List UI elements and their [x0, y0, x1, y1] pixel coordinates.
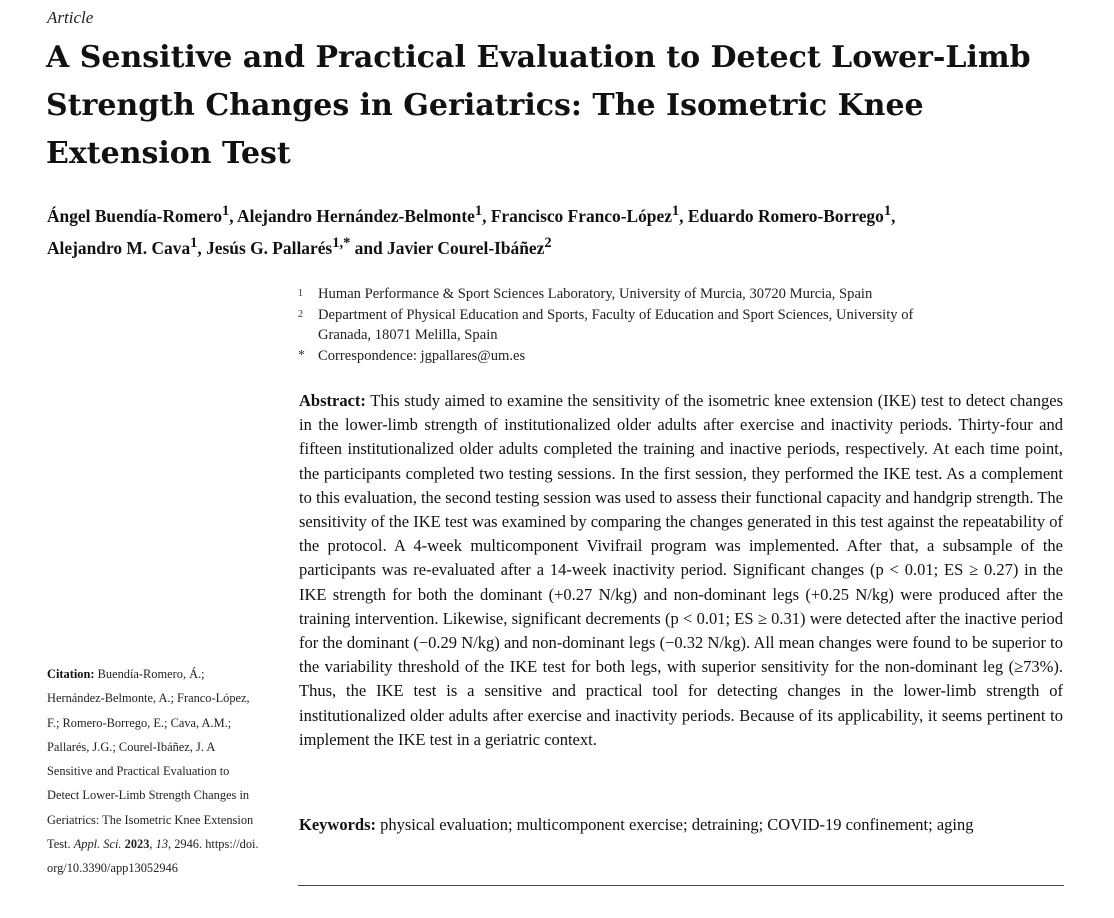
author-name[interactable]: Francisco Franco-López	[490, 205, 672, 226]
author-separator: ,	[679, 205, 688, 226]
citation-label: Citation:	[47, 667, 95, 681]
keywords-label: Keywords:	[299, 815, 376, 834]
citation-year: 2023	[124, 837, 150, 852]
author-separator: ,	[482, 205, 491, 226]
author-affiliation-mark: 1	[222, 203, 230, 219]
affiliation-number: 2	[298, 308, 303, 320]
affiliation-number: 1	[298, 288, 303, 299]
author-separator: ,	[891, 205, 896, 226]
author-separator: ,	[229, 205, 238, 226]
author-affiliation-mark: 1,*	[332, 234, 351, 251]
author-separator: ,	[197, 237, 207, 258]
affiliation-item	[298, 305, 938, 346]
keywords	[299, 813, 1063, 837]
author-list	[47, 198, 1087, 262]
author-separator: and	[350, 237, 388, 258]
correspondence-email[interactable]: Correspondence: jgpallares@um.es	[318, 347, 526, 364]
author-affiliation-mark: 1	[190, 234, 198, 251]
author-affiliation-mark: 1	[474, 203, 483, 219]
author-name[interactable]: Alejandro Hernández-Belmonte	[237, 205, 475, 226]
affiliation-item	[298, 284, 1018, 305]
abstract-text: This study aimed to examine the sensitivity of the isometric knee extension (IKE) test to detect changes in the lower-limb strength of institutionalized older adults after exercise and inactivity periods. Thirty-four and fifteen institutionalized older adults completed the training and inactive periods, respectively. At each time point, the participants completed two testing sessions. In the first session, they performed the IKE test. As a complement to this evaluation, the second testing session was used to assess their functional capacity and handgrip strength. The sensitivity of the IKE test was examined by comparing the changes generated in this test against the repeatability of the protocol. A 4-week multicomponent Vivifrail program was implemented. After that, a subsample of the participants was re-evaluated after a 14-week inactivity period. Significant changes (p < 0.01; ES ≥ 0.27) in the IKE strength for both the dominant (+0.27 N/kg) and non-dominant legs (+0.25 N/kg) were produced after the training intervention. Likewise, significant decrements (p < 0.01; ES ≥ 0.31) were detected after the inactive period for the dominant (−0.29 N/kg) and non-dominant legs (−0.32 N/kg). All mean changes were found to be superior to the variability threshold of the IKE test for both legs, with superior sensitivity for the non-dominant leg (≥73%). Thus, the IKE test is a sensitive and practical tool for detecting changes in the lower-limb strength of institutionalized older adults after exercise and inactivity periods. Because of its applicability, it seems pertinent to implement the IKE test in a geriatric context.	[299, 391, 1063, 749]
citation-volume: 13	[155, 837, 169, 852]
citation-block: Citation: Buendía-Romero, Á.; Hernández-Belmonte, A.; Franco-López, F.; Romero-Borrego, E.; Cava, A.M.; Pallarés, J.G.; Courel-Ibáñez, J. A Sensitive and Practical Evaluation to Detect Lower-Limb Strength Changes in Geriatrics: The Isometric Knee Extension Test. Appl. Sci. 2023, 13, 2946. https://doi.org/10.3390/app13052946	[47, 667, 259, 876]
abstract-label: Abstract:	[299, 391, 366, 410]
section-divider	[298, 885, 1064, 886]
author-affiliation-mark: 2	[544, 234, 552, 251]
abstract	[299, 389, 1063, 752]
article-type-label: Article	[47, 8, 94, 27]
correspondence-mark: *	[298, 347, 305, 363]
author-name[interactable]: Ángel Buendía-Romero	[47, 205, 223, 226]
author-affiliation-mark: 1	[883, 203, 892, 219]
affiliation-item	[298, 346, 1018, 367]
author-affiliation-mark: 1	[671, 203, 680, 219]
citation-journal: Appl. Sci.	[73, 837, 122, 852]
author-name[interactable]: Alejandro M. Cava	[47, 237, 191, 258]
author-name[interactable]: Eduardo Romero-Borrego	[687, 205, 884, 226]
affiliation-text: Human Performance & Sport Sciences Laboratory, University of Murcia, 30720 Murcia, Spain	[318, 286, 873, 302]
citation-doi-link[interactable]: https://doi.org/10.3390/app13052946	[47, 837, 259, 876]
affiliation-text: Department of Physical Education and Sports, Faculty of Education and Sport Sciences, University of Granada, 18071 Melilla, Spain	[318, 306, 914, 343]
affiliation-list	[298, 284, 1018, 366]
citation-text: Buendía-Romero, Á.; Hernández-Belmonte, A.; Franco-López, F.; Romero-Borrego, E.; Cava, A.M.; Pallarés, J.G.; Courel-Ibáñez, J. A Sensitive and Practical Evaluation to Detect Lower-Limb Strength Changes in Geriatrics: The Isometric Knee Extension Test.	[47, 667, 254, 852]
author-name[interactable]: Javier Courel-Ibáñez	[387, 237, 545, 258]
author-name[interactable]: Jesús G. Pallarés	[206, 237, 333, 258]
keywords-text: physical evaluation; multicomponent exercise; detraining; COVID-19 confinement; aging	[380, 815, 974, 834]
citation-pages: 2946.	[174, 837, 203, 852]
article-title: A Sensitive and Practical Evaluation to Detect Lower-Limb Strength Changes in Geriatrics: The Isometric Knee Extension Test	[46, 40, 1031, 171]
